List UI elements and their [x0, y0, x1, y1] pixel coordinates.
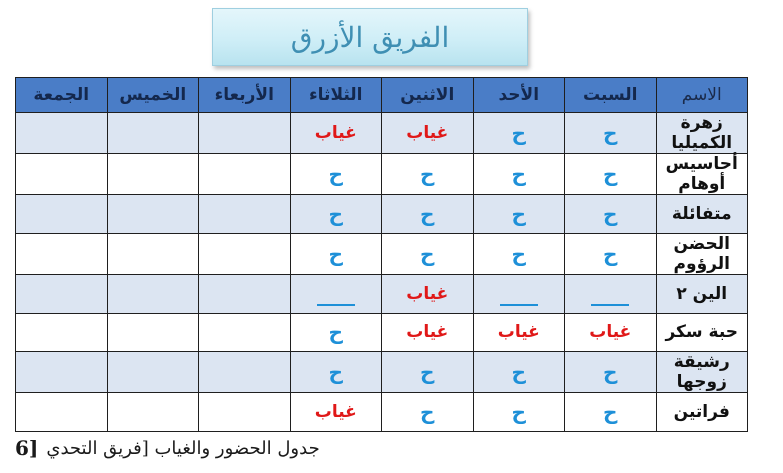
attendance-cell	[16, 195, 108, 234]
attendance-cell	[107, 195, 199, 234]
absent-mark: غياب	[406, 322, 449, 343]
attendance-cell	[565, 154, 657, 195]
attendance-cell	[199, 154, 291, 195]
table-header-row	[16, 78, 748, 113]
attendance-cell	[565, 274, 657, 313]
column-header-wednesday: الأربعاء	[199, 78, 291, 113]
present-mark: ح	[420, 360, 435, 385]
attendance-cell	[290, 352, 382, 393]
present-mark: ح	[420, 400, 435, 425]
attendance-cell	[382, 313, 474, 352]
attendance-cell	[16, 313, 108, 352]
attendance-cell	[565, 393, 657, 432]
present-mark: ح	[603, 241, 618, 266]
attendance-cell	[199, 195, 291, 234]
column-header-tuesday: الثلاثاء	[290, 78, 382, 113]
present-mark: ح	[511, 162, 526, 186]
attendance-table	[15, 77, 748, 432]
column-header-sunday: الأحد	[473, 78, 565, 113]
attendance-cell	[565, 352, 657, 393]
absent-mark: غياب	[314, 123, 357, 143]
student-name: زهرة الكميليا	[656, 113, 748, 154]
table-caption	[15, 433, 435, 463]
attendance-cell	[107, 393, 199, 432]
attendance-cell	[290, 113, 382, 154]
attendance-cell	[16, 113, 108, 154]
present-mark: ح	[420, 201, 435, 226]
student-name: فراتين	[656, 393, 748, 432]
attendance-cell	[382, 113, 474, 154]
attendance-cell	[199, 233, 291, 274]
attendance-cell	[107, 113, 199, 154]
attendance-cell	[473, 352, 565, 393]
attendance-cell	[565, 233, 657, 274]
dash-mark	[317, 304, 355, 306]
present-mark: ح	[328, 241, 343, 266]
dash-mark	[591, 304, 629, 306]
present-mark: ح	[328, 360, 343, 385]
present-mark: ح	[511, 121, 526, 145]
table-row	[16, 154, 748, 195]
attendance-cell	[473, 195, 565, 234]
absent-mark: غياب	[406, 283, 449, 304]
attendance-cell	[107, 233, 199, 274]
present-mark: ح	[420, 162, 435, 186]
attendance-cell	[473, 313, 565, 352]
attendance-cell	[382, 274, 474, 313]
student-name: رشيقة زوجها	[656, 352, 748, 393]
attendance-cell	[382, 352, 474, 393]
attendance-cell	[199, 393, 291, 432]
table-row	[16, 313, 748, 352]
present-mark: ح	[328, 201, 343, 226]
attendance-cell	[290, 313, 382, 352]
attendance-cell	[290, 195, 382, 234]
attendance-cell	[565, 113, 657, 154]
student-name: أحاسيس أوهام	[656, 154, 748, 195]
page-title: الفريق الأزرق	[212, 8, 528, 66]
caption-number: 6]	[15, 436, 39, 460]
present-mark: ح	[328, 320, 343, 345]
column-header-name: الاسم	[656, 78, 748, 113]
attendance-cell	[199, 113, 291, 154]
attendance-cell	[16, 393, 108, 432]
attendance-cell	[382, 393, 474, 432]
present-mark: ح	[511, 201, 526, 226]
student-name: الحضن الرؤوم	[656, 233, 748, 274]
attendance-cell	[199, 313, 291, 352]
attendance-cell	[290, 274, 382, 313]
table-row	[16, 393, 748, 432]
student-name: حبة سكر	[656, 313, 748, 352]
absent-mark: غياب	[589, 322, 632, 343]
present-mark: ح	[511, 241, 526, 266]
attendance-cell	[107, 154, 199, 195]
present-mark: ح	[603, 400, 618, 425]
attendance-cell	[473, 274, 565, 313]
present-mark: ح	[603, 162, 618, 186]
absent-mark: غياب	[314, 402, 357, 423]
absent-mark: غياب	[497, 322, 540, 343]
student-name: متفائلة	[656, 195, 748, 234]
attendance-cell	[382, 233, 474, 274]
table-row	[16, 113, 748, 154]
column-header-friday: الجمعة	[16, 78, 108, 113]
caption-text: جدول الحضور والغياب [فريق التحدي	[46, 437, 320, 459]
table-row	[16, 233, 748, 274]
present-mark: ح	[420, 241, 435, 266]
present-mark: ح	[511, 360, 526, 385]
dash-mark	[500, 304, 538, 306]
attendance-cell	[565, 195, 657, 234]
attendance-cell	[16, 274, 108, 313]
present-mark: ح	[511, 400, 526, 425]
table-row	[16, 352, 748, 393]
attendance-cell	[290, 154, 382, 195]
attendance-cell	[382, 154, 474, 195]
attendance-cell	[290, 233, 382, 274]
present-mark: ح	[603, 121, 618, 145]
attendance-cell	[16, 233, 108, 274]
student-name: الين ٢	[656, 274, 748, 313]
attendance-cell	[107, 274, 199, 313]
attendance-cell	[473, 233, 565, 274]
present-mark: ح	[328, 162, 343, 186]
attendance-cell	[473, 113, 565, 154]
attendance-cell	[16, 352, 108, 393]
attendance-cell	[290, 393, 382, 432]
table-row	[16, 195, 748, 234]
attendance-cell	[382, 195, 474, 234]
attendance-cell	[473, 154, 565, 195]
absent-mark: غياب	[406, 123, 449, 143]
column-header-saturday: السبت	[565, 78, 657, 113]
attendance-cell	[473, 393, 565, 432]
attendance-cell	[107, 313, 199, 352]
column-header-thursday: الخميس	[107, 78, 199, 113]
present-mark: ح	[603, 201, 618, 226]
table-row	[16, 274, 748, 313]
attendance-cell	[107, 352, 199, 393]
attendance-cell	[565, 313, 657, 352]
attendance-cell	[199, 274, 291, 313]
present-mark: ح	[603, 360, 618, 385]
column-header-monday: الاثنين	[382, 78, 474, 113]
attendance-cell	[16, 154, 108, 195]
attendance-cell	[199, 352, 291, 393]
